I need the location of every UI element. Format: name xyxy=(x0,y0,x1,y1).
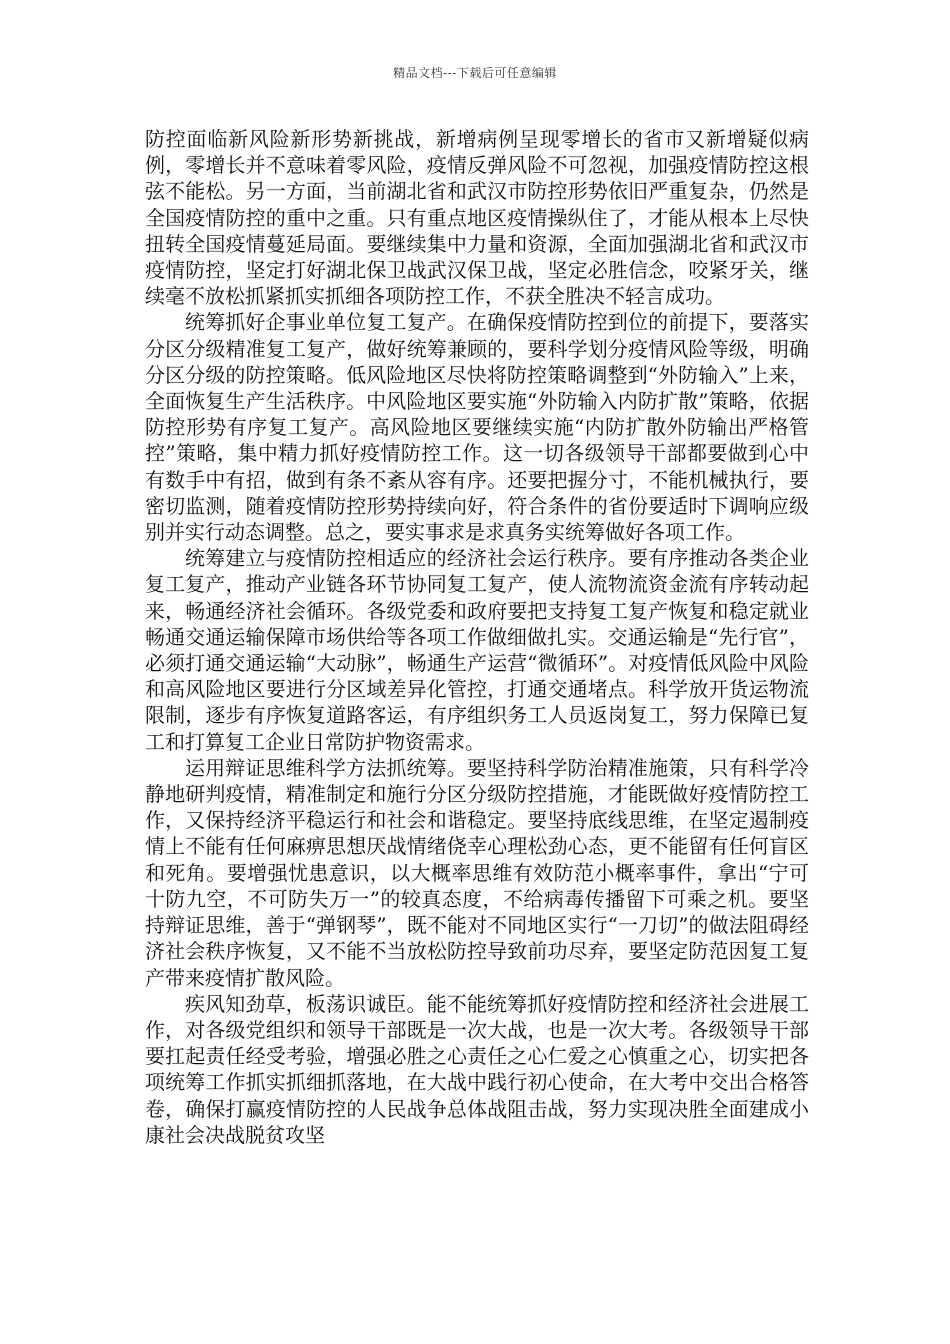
document-body xyxy=(145,126,809,1148)
paragraph-economic-order: 统筹建立与疫情防控相适应的经济社会运行秩序。要有序推动各类企业复工复产，推动产业链各环节协同复工复产，使人流物流资金流有序转动起来，畅通经济社会循环。各级党委和政府要把支持复工复产恢复和稳定就业畅通交通运输保障市场供给等各项工作做细做扎实。交通运输是“先行官”，必须打通交通运输“大动脉”，畅通生产运营“微循环”。对疫情低风险中风险和高风险地区要进行分区域差异化管控，打通交通堵点。科学放开货运物流限制，逐步有序恢复道路客运，有序组织务工人员返岗复工，努力保障已复工和打算复工企业日常防护物资需求。 xyxy=(145,546,809,754)
page-header: 精品文档---下载后可任意编辑 xyxy=(393,66,557,80)
paragraph-conclusion: 疾风知劲草，板荡识诚臣。能不能统筹抓好疫情防控和经济社会进展工作，对各级党组织和领导干部既是一次大战，也是一次大考。各级领导干部要扛起责任经受考验，增强必胜之心责任之心仁爱之心慎重之心，切实把各项统筹工作抓实抓细抓落地，在大战中践行初心使命，在大考中交出合格答卷，确保打赢疫情防控的人民战争总体战阻击战，努力实现决胜全面建成小康社会决战脱贫攻坚 xyxy=(145,991,809,1147)
paragraph-resume-work: 统筹抓好企事业单位复工复产。在确保疫情防控到位的前提下，要落实分区分级精准复工复产，做好统筹兼顾的，要科学划分疫情风险等级，明确分区分级的防控策略。低风险地区尽快将防控策略调整到“外防输入”上来，全面恢复生产生活秩序。中风险地区要实施“外防输入内防扩散”策略，依据防控形势有序复工复产。高风险地区要继续实施“内防扩散外防输出严格管控”策略，集中精力抓好疫情防控工作。这一切各级领导干部都要做到心中有数手中有招，做到有条不紊从容有序。还要把握分寸，不能机械执行，要密切监测，随着疫情防控形势持续向好，符合条件的省份要适时下调响应级别并实行动态调整。总之，要实事求是求真务实统筹做好各项工作。 xyxy=(145,310,809,545)
paragraph-dialectical-thinking: 运用辩证思维科学方法抓统筹。要坚持科学防治精准施策，只有科学冷静地研判疫情，精准制定和施行分区分级防控措施，才能既做好疫情防控工作，又保持经济平稳运行和社会和谐稳定。要坚持底线思维，在坚定遏制疫情上不能有任何麻痹思想厌战情绪侥幸心理松劲心态，更不能留有任何盲区和死角。要增强忧患意识，以大概率思维有效防范小概率事件，拿出“宁可十防九空，不可防失万一”的较真态度，不给病毒传播留下可乘之机。要坚持辩证思维，善于“弹钢琴”，既不能对不同地区实行“一刀切”的做法阻碍经济社会秩序恢复，又不能不当放松防控导致前功尽弃，要坚定防范因复工复产带来疫情扩散风险。 xyxy=(145,755,809,990)
paragraph-continued: 防控面临新风险新形势新挑战，新增病例呈现零增长的省市又新增疑似病例，零增长并不意味着零风险，疫情反弹风险不可忽视，加强疫情防控这根弦不能松。另一方面，当前湖北省和武汉市防控形势依旧严重复杂，仍然是全国疫情防控的重中之重。只有重点地区疫情操纵住了，才能从根本上尽快扭转全国疫情蔓延局面。要继续集中力量和资源，全面加强湖北省和武汉市疫情防控，坚定打好湖北保卫战武汉保卫战，坚定必胜信念，咬紧牙关，继续毫不放松抓紧抓实抓细各项防控工作，不获全胜决不轻言成功。 xyxy=(145,127,809,309)
